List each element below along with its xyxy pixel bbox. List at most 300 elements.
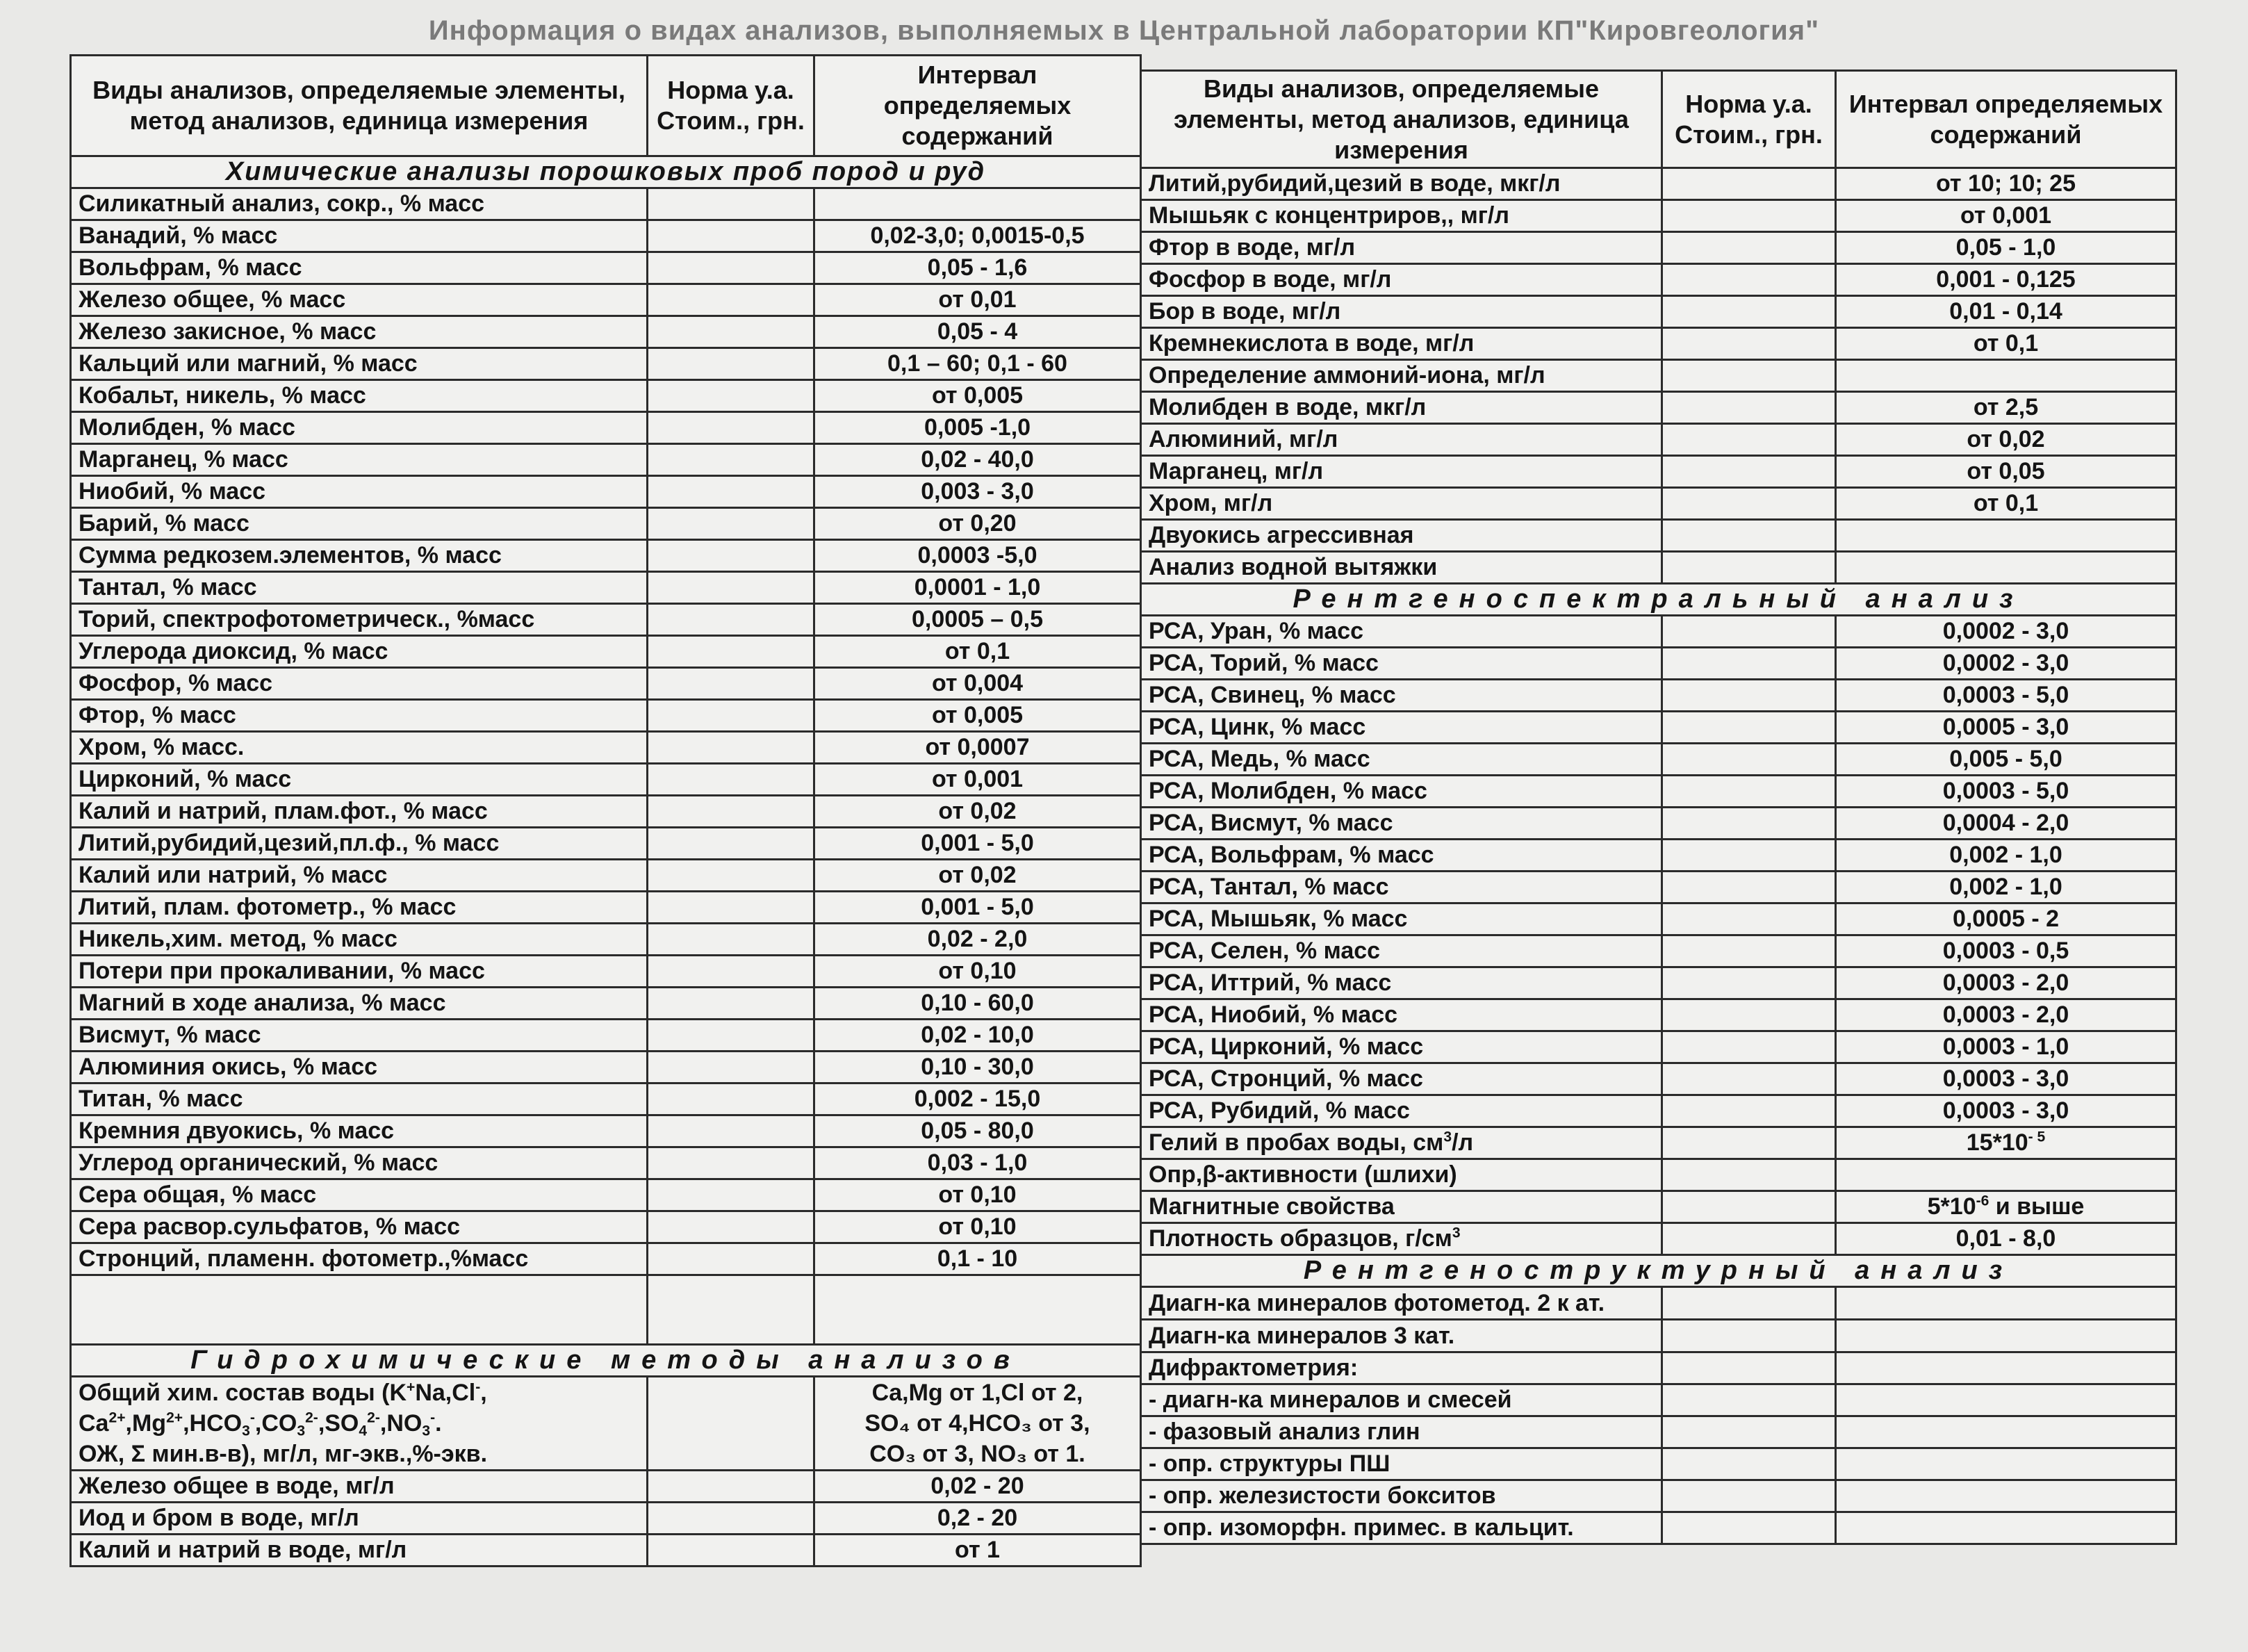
analysis-name: РСА, Уран, % масс [1141,616,1662,648]
interval-value: 0,005 -1,0 [814,412,1141,444]
interval-value: 0,001 - 5,0 [814,828,1141,860]
water-row [1141,328,2176,360]
norm-cost-cell [648,380,814,412]
magnetic-norm [1662,1191,1836,1223]
water-row [1141,264,2176,296]
xrf-row [1141,872,2176,903]
xrd-row [1141,1384,2176,1416]
interval-value: от 0,05 [1836,456,2176,488]
left-row [71,860,1141,892]
section-xrd-title: Рентгеноструктурный анализ [1141,1255,2176,1287]
interval-value: от 0,01 [814,284,1141,316]
left-row [71,796,1141,828]
page-title: Информация о видах анализов, выполняемых в Центральной лаборатории КП"Кировгеология" [428,15,1820,46]
helium-interval: $15*10^{- 5}$ [1836,1127,2176,1159]
norm-cost-cell [648,764,814,796]
left-row [71,1243,1141,1275]
interval-value: 0,0003 - 1,0 [1836,1031,2176,1063]
analysis-name: РСА, Висмут, % масс [1141,808,1662,840]
interval-value: от 0,001 [814,764,1141,796]
left-row [71,380,1141,412]
analysis-name: Алюминий, мг/л [1141,424,1662,456]
interval-value: 0,02 - 40,0 [814,444,1141,476]
interval-value: 0,01 - 0,14 [1836,296,2176,328]
norm-cost-cell [648,1115,814,1147]
norm-cost-cell [1662,296,1836,328]
section-chemical-row [71,156,1141,188]
interval-value: 0,1 – 60; 0,1 - 60 [814,348,1141,380]
left-row [71,1020,1141,1052]
norm-cost-cell [1662,1095,1836,1127]
beta-name: Опр,β-активности (шлихи) [1141,1159,1662,1191]
norm-cost-cell [648,188,814,220]
analysis-name: Литий,рубидий,цезий в воде, мкг/л [1141,168,1662,200]
header-types-right: Виды анализов, определяемые элементы, метод анализов, единица измерения [1141,71,1662,168]
analysis-name: Фосфор, % масс [71,668,648,700]
header-norm-right: Норма у.а. Стоим., грн. [1662,71,1836,168]
left-row [71,892,1141,924]
helium-name: Гелий в пробах воды, $см^3/л$ [1141,1127,1662,1159]
water-composition-interval: Ca,Mg от 1,Cl от 2, SO₄ от 4,HCO₃ от 3, CO₃ от 3, NO₃ от 1. [814,1377,1141,1471]
left-row [71,1179,1141,1211]
norm-cost-cell [1662,456,1836,488]
analysis-name: РСА, Вольфрам, % масс [1141,840,1662,872]
analysis-name: Титан, % масс [71,1083,648,1115]
analysis-name: Никель,хим. метод, % масс [71,924,648,956]
section-xrf-row [1141,584,2176,616]
interval-value: от 0,10 [814,1211,1141,1243]
water-row [1141,424,2176,456]
analysis-name: Кремния двуокись, % масс [71,1115,648,1147]
analysis-name: - опр. железистости бокситов [1141,1480,1662,1512]
xrd-row [1141,1512,2176,1544]
analysis-name: Молибден, % масс [71,412,648,444]
norm-cost-cell [1662,552,1836,584]
norm-cost-cell [1662,840,1836,872]
norm-cost-cell [648,924,814,956]
interval-value: 0,0005 - 2 [1836,903,2176,935]
norm-cost-cell [648,252,814,284]
norm-cost-cell [648,1503,814,1535]
water-composition-name: Общий хим. состав воды (K+Na,Cl-, $Ca^{2+},Mg^{2+},HCO_3^-,CO_3^{2-},SO_4^{2-},NO_3^-$. ОЖ, Σ мин.в-в), мг/л, мг-экв.,%-экв. [71,1377,648,1471]
interval-value: 0,002 - 1,0 [1836,840,2176,872]
norm-cost-cell [648,636,814,668]
analysis-name: РСА, Рубидий, % масс [1141,1095,1662,1127]
interval-value [814,188,1141,220]
interval-value: 0,2 - 20 [814,1503,1141,1535]
analysis-name: Хром, % масс. [71,732,648,764]
analysis-name: Иод и бром в воде, мг/л [71,1503,648,1535]
interval-value: 0,002 - 1,0 [1836,872,2176,903]
analysis-name: Диагн-ка минералов фотометод. 2 к ат. [1141,1287,1662,1320]
xrf-row [1141,999,2176,1031]
norm-cost-cell [1662,1287,1836,1320]
norm-cost-cell [1662,424,1836,456]
interval-value: от 1 [814,1535,1141,1567]
interval-value: 0,0003 - 3,0 [1836,1095,2176,1127]
interval-value: от 0,20 [814,508,1141,540]
norm-cost-cell [1662,264,1836,296]
analysis-name: Железо закисное, % масс [71,316,648,348]
norm-cost-cell [1662,1320,1836,1352]
norm-cost-cell [1662,712,1836,744]
norm-cost-cell [1662,232,1836,264]
analysis-name: Дифрактометрия: [1141,1352,1662,1384]
left-row [71,284,1141,316]
analysis-name: Алюминия окись, % масс [71,1052,648,1083]
interval-value: 0,02-3,0; 0,0015-0,5 [814,220,1141,252]
left-row [71,508,1141,540]
norm-cost-cell [1662,1480,1836,1512]
analysis-name: Ниобий, % масс [71,476,648,508]
analysis-name: - диагн-ка минералов и смесей [1141,1384,1662,1416]
interval-value: 0,0002 - 3,0 [1836,648,2176,680]
norm-cost-cell [648,348,814,380]
left-header-row [71,56,1141,156]
xrf-row [1141,680,2176,712]
header-interval-right: Интервал определяемых содержаний [1836,71,2176,168]
norm-cost-cell [648,412,814,444]
left-row [71,476,1141,508]
analysis-name: Железо общее, % масс [71,284,648,316]
density-norm [1662,1223,1836,1255]
water-row [1141,520,2176,552]
left-row [71,668,1141,700]
analysis-name: Фтор в воде, мг/л [1141,232,1662,264]
left-row [71,988,1141,1020]
analysis-name: Анализ водной вытяжки [1141,552,1662,584]
norm-cost-cell [1662,903,1836,935]
norm-cost-cell [648,828,814,860]
interval-value: от 0,0007 [814,732,1141,764]
water-row [1141,296,2176,328]
analysis-name: Торий, спектрофотометрическ., %масс [71,604,648,636]
analysis-name: РСА, Иттрий, % масс [1141,967,1662,999]
interval-value [1836,1287,2176,1320]
norm-cost-cell [648,988,814,1020]
norm-cost-cell [1662,1352,1836,1384]
analysis-name: Цирконий, % масс [71,764,648,796]
norm-cost-cell [648,1471,814,1503]
left-row [71,604,1141,636]
norm-cost-cell [1662,680,1836,712]
analysis-name: Мышьяк с концентриров,, мг/л [1141,200,1662,232]
analysis-name: РСА, Цинк, % масс [1141,712,1662,744]
interval-value: от 2,5 [1836,392,2176,424]
norm-cost-cell [1662,328,1836,360]
analysis-name: Бор в воде, мг/л [1141,296,1662,328]
interval-value: 0,0003 -5,0 [814,540,1141,572]
xrf-row [1141,648,2176,680]
left-row [71,732,1141,764]
norm-cost-cell [648,732,814,764]
analysis-name: РСА, Селен, % масс [1141,935,1662,967]
beta-interval [1836,1159,2176,1191]
water-row [1141,456,2176,488]
interval-value: от 0,1 [1836,328,2176,360]
xrf-row [1141,840,2176,872]
water-row [1141,232,2176,264]
interval-value: 0,03 - 1,0 [814,1147,1141,1179]
analysis-name: - опр. структуры ПШ [1141,1448,1662,1480]
xrf-row [1141,776,2176,808]
norm-cost-cell [1662,935,1836,967]
analysis-name: Вольфрам, % масс [71,252,648,284]
norm-cost-cell [648,220,814,252]
interval-value: 0,1 - 10 [814,1243,1141,1275]
left-row [71,1083,1141,1115]
left-row [71,828,1141,860]
analysis-name: Тантал, % масс [71,572,648,604]
interval-value [1836,360,2176,392]
norm-cost-cell [648,444,814,476]
norm-cost-cell [1662,200,1836,232]
norm-cost-cell [1662,520,1836,552]
interval-value: 0,003 - 3,0 [814,476,1141,508]
xrf-row [1141,967,2176,999]
xrf-row [1141,712,2176,744]
left-row [71,444,1141,476]
interval-value: 0,005 - 5,0 [1836,744,2176,776]
analysis-name: Висмут, % масс [71,1020,648,1052]
hydro-water-composition-row [71,1377,1141,1471]
section-xrf-title: Рентгеноспектральный анализ [1141,584,2176,616]
magnetic-interval: $5*10^{-6}$ и выше [1836,1191,2176,1223]
interval-value [1836,1352,2176,1384]
left-row [71,412,1141,444]
interval-value: 0,0002 - 3,0 [1836,616,2176,648]
interval-value: от 0,004 [814,668,1141,700]
water-row [1141,488,2176,520]
norm-cost-cell [648,316,814,348]
water-row [1141,168,2176,200]
norm-cost-cell [1662,392,1836,424]
analysis-name: - фазовый анализ глин [1141,1416,1662,1448]
interval-value: от 0,10 [814,956,1141,988]
water-row [1141,200,2176,232]
analysis-name: Потери при прокаливании, % масс [71,956,648,988]
analysis-name: РСА, Цирконий, % масс [1141,1031,1662,1063]
interval-value: 0,05 - 80,0 [814,1115,1141,1147]
xrf-row [1141,1095,2176,1127]
water-row [1141,392,2176,424]
norm-cost-cell [1662,1031,1836,1063]
analysis-name: Углерод органический, % масс [71,1147,648,1179]
interval-value: 0,10 - 60,0 [814,988,1141,1020]
left-row [71,220,1141,252]
analysis-name: Барий, % масс [71,508,648,540]
left-row [71,540,1141,572]
header-norm: Норма у.а. Стоим., грн. [648,56,814,156]
magnetic-name: Магнитные свойства [1141,1191,1662,1223]
xrd-row [1141,1287,2176,1320]
norm-cost-cell [1662,808,1836,840]
left-row [71,572,1141,604]
analysis-name: Стронций, пламенн. фотометр.,%масс [71,1243,648,1275]
left-row [71,924,1141,956]
interval-value: 0,02 - 2,0 [814,924,1141,956]
interval-value [1836,520,2176,552]
section-hydro-row [71,1345,1141,1377]
norm-cost-cell [648,1179,814,1211]
norm-cost-cell [648,572,814,604]
analysis-name: Диагн-ка минералов 3 кат. [1141,1320,1662,1352]
analysis-name: Хром, мг/л [1141,488,1662,520]
norm-cost-cell [648,1147,814,1179]
interval-value [1836,1480,2176,1512]
norm-cost-cell [1662,776,1836,808]
analysis-name: Определение аммоний-иона, мг/л [1141,360,1662,392]
interval-value: 0,0003 - 5,0 [1836,680,2176,712]
interval-value [1836,1512,2176,1544]
water-composition-norm [648,1377,814,1471]
interval-value [1836,1416,2176,1448]
header-interval: Интервал определяемых содержаний [814,56,1141,156]
xrf-row [1141,935,2176,967]
analysis-name: Литий, плам. фотометр., % масс [71,892,648,924]
hydro-row [71,1503,1141,1535]
norm-cost-cell [1662,744,1836,776]
interval-value: от 0,02 [814,860,1141,892]
interval-value [1836,1320,2176,1352]
beta-row [1141,1159,2176,1191]
interval-value [1836,1448,2176,1480]
xrf-row [1141,1031,2176,1063]
left-row [71,1052,1141,1083]
analysis-name: Калий и натрий, плам.фот., % масс [71,796,648,828]
analysis-name: РСА, Молибден, % масс [1141,776,1662,808]
interval-value: от 0,10 [814,1179,1141,1211]
norm-cost-cell [1662,1512,1836,1544]
hydro-row [71,1471,1141,1503]
norm-cost-cell [1662,1416,1836,1448]
norm-cost-cell [648,508,814,540]
norm-cost-cell [648,1535,814,1567]
xrd-row [1141,1480,2176,1512]
interval-value: 0,001 - 0,125 [1836,264,2176,296]
analysis-name: Литий,рубидий,цезий,пл.ф., % масс [71,828,648,860]
norm-cost-cell [1662,488,1836,520]
analysis-name: Марганец, % масс [71,444,648,476]
norm-cost-cell [648,892,814,924]
analysis-name: Фтор, % масс [71,700,648,732]
density-interval: 0,01 - 8,0 [1836,1223,2176,1255]
interval-value: 0,02 - 20 [814,1471,1141,1503]
interval-value: 0,0004 - 2,0 [1836,808,2176,840]
norm-cost-cell [648,1243,814,1275]
left-row [71,1147,1141,1179]
xrf-row [1141,1063,2176,1095]
interval-value: от 10; 10; 25 [1836,168,2176,200]
interval-value: 0,02 - 10,0 [814,1020,1141,1052]
interval-value: 0,0005 - 3,0 [1836,712,2176,744]
interval-value: от 0,1 [1836,488,2176,520]
analysis-name: Двуокись агрессивная [1141,520,1662,552]
left-row [71,764,1141,796]
density-row [1141,1223,2176,1255]
interval-value [1836,1384,2176,1416]
norm-cost-cell [648,1020,814,1052]
xrf-row [1141,616,2176,648]
analysis-name: Молибден в воде, мкг/л [1141,392,1662,424]
left-row [71,956,1141,988]
xrf-row [1141,903,2176,935]
interval-value [1836,552,2176,584]
interval-value: 0,05 - 4 [814,316,1141,348]
interval-value: 0,0003 - 2,0 [1836,999,2176,1031]
norm-cost-cell [1662,999,1836,1031]
analysis-name: Кремнекислота в воде, мг/л [1141,328,1662,360]
interval-value: 0,05 - 1,6 [814,252,1141,284]
right-analysis-table [1140,69,2177,1545]
analysis-name: Сера общая, % масс [71,1179,648,1211]
analysis-name: РСА, Свинец, % масс [1141,680,1662,712]
interval-value: 0,05 - 1,0 [1836,232,2176,264]
norm-cost-cell [648,604,814,636]
water-row [1141,360,2176,392]
norm-cost-cell [648,1052,814,1083]
interval-value: 0,0003 - 0,5 [1836,935,2176,967]
norm-cost-cell [648,700,814,732]
analysis-name: Силикатный анализ, сокр., % масс [71,188,648,220]
norm-cost-cell [648,1211,814,1243]
analysis-name: РСА, Тантал, % масс [1141,872,1662,903]
norm-cost-cell [648,796,814,828]
norm-cost-cell [1662,360,1836,392]
analysis-name: Сумма редкозем.элементов, % масс [71,540,648,572]
interval-value: 0,0001 - 1,0 [814,572,1141,604]
interval-value: от 0,001 [1836,200,2176,232]
analysis-name: РСА, Мышьяк, % масс [1141,903,1662,935]
analysis-name: Фосфор в воде, мг/л [1141,264,1662,296]
analysis-name: Железо общее в воде, мг/л [71,1471,648,1503]
norm-cost-cell [1662,967,1836,999]
xrf-row [1141,808,2176,840]
norm-cost-cell [1662,616,1836,648]
norm-cost-cell [648,668,814,700]
norm-cost-cell [1662,648,1836,680]
magnetic-row [1141,1191,2176,1223]
analysis-name: Кальций или магний, % масс [71,348,648,380]
header-types: Виды анализов, определяемые элементы, метод анализов, единица измерения [71,56,648,156]
blank-row [71,1275,1141,1345]
left-row [71,700,1141,732]
left-analysis-table [69,54,1142,1567]
density-name: Плотность образцов, $г/см^3$ [1141,1223,1662,1255]
left-row [71,188,1141,220]
left-row [71,636,1141,668]
xrd-row [1141,1448,2176,1480]
helium-row [1141,1127,2176,1159]
beta-norm [1662,1159,1836,1191]
norm-cost-cell [648,476,814,508]
interval-value: от 0,02 [1836,424,2176,456]
analysis-name: Марганец, мг/л [1141,456,1662,488]
analysis-name: РСА, Стронций, % масс [1141,1063,1662,1095]
analysis-name: Ванадий, % масс [71,220,648,252]
xrd-row [1141,1320,2176,1352]
section-chemical-title: Химические анализы порошковых проб пород и руд [71,156,1141,188]
analysis-name: РСА, Торий, % масс [1141,648,1662,680]
norm-cost-cell [648,284,814,316]
xrf-row [1141,744,2176,776]
section-hydro-title: Гидрохимические методы анализов [71,1345,1141,1377]
interval-value: 0,0003 - 5,0 [1836,776,2176,808]
interval-value: от 0,1 [814,636,1141,668]
helium-norm [1662,1127,1836,1159]
analysis-name: РСА, Медь, % масс [1141,744,1662,776]
norm-cost-cell [1662,1384,1836,1416]
